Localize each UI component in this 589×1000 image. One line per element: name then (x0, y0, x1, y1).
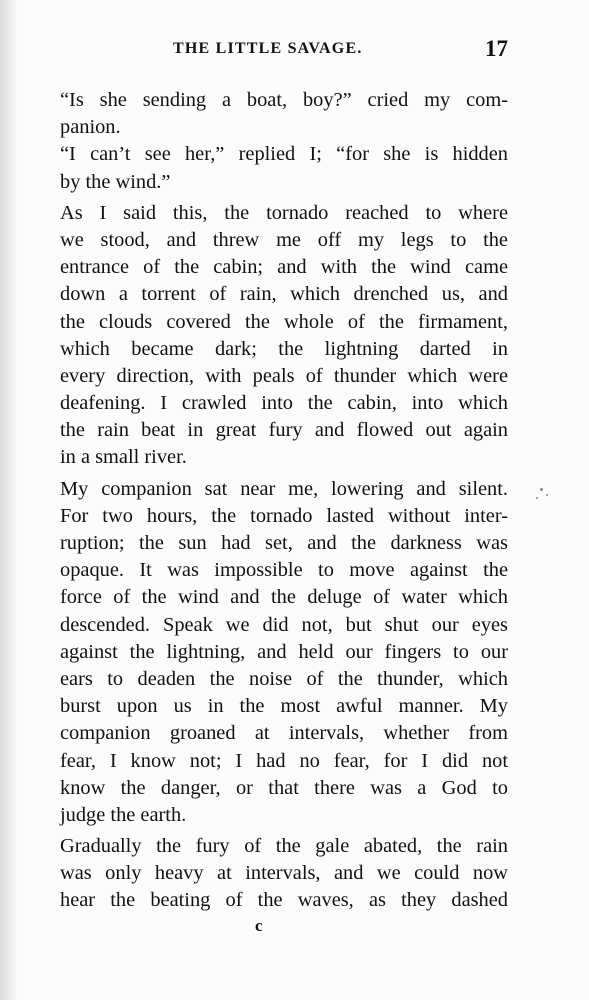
text-line: force of the wind and the deluge of water which (60, 586, 508, 609)
text-line: we stood, and threw me off my legs to the (60, 228, 508, 251)
running-head: THE LITTLE SAVAGE. (173, 40, 363, 57)
text-line: hear the beating of the waves, as they dashed (60, 889, 508, 912)
text-line: by the wind.” (60, 170, 171, 193)
text-line: judge the earth. (60, 803, 187, 826)
paper-speck (546, 494, 548, 496)
paragraph (60, 833, 508, 915)
text-line: My companion sat near me, lowering and silent. (60, 477, 508, 500)
text-line: the rain beat in great fury and flowed out again (60, 419, 508, 442)
text-line: entrance of the cabin; and with the wind came (60, 256, 508, 279)
text-line: As I said this, the tornado reached to where (60, 201, 508, 224)
text-line: “I can’t see her,” replied I; “for she is hidden (60, 143, 508, 166)
text-line: “Is she sending a boat, boy?” cried my com- (60, 89, 508, 111)
paragraph (60, 200, 508, 472)
text-line: in a small river. (60, 446, 187, 469)
body-text (60, 87, 508, 915)
paragraph (60, 141, 508, 195)
text-line: panion. (60, 116, 121, 139)
text-line: opaque. It was impossible to move against the (60, 559, 508, 582)
text-line: know the danger, or that there was a God to (60, 776, 508, 799)
page-number: 17 (485, 36, 508, 61)
paper-speck (540, 488, 543, 491)
text-line: was only heavy at intervals, and we could now (60, 862, 508, 885)
text-line: the clouds covered the whole of the firmament, (60, 310, 508, 333)
text-line: burst upon us in the most awful manner. My (60, 695, 508, 718)
signature-mark: c (255, 916, 263, 935)
text-line: every direction, with peals of thunder which were (60, 364, 508, 387)
text-line: which became dark; the lightning darted in (60, 337, 508, 360)
text-line: down a torrent of rain, which drenched us, and (60, 283, 508, 306)
text-line: fear, I know not; I had no fear, for I did not (60, 749, 508, 772)
text-line: Gradually the fury of the gale abated, the rain (60, 835, 508, 858)
text-line: against the lightning, and held our fingers to our (60, 640, 508, 663)
text-line: ruption; the sun had set, and the darkness was (60, 532, 508, 554)
page-header (60, 36, 508, 66)
text-line: For two hours, the tornado lasted without inter- (60, 504, 508, 527)
text-line: ears to deaden the noise of the thunder, which (60, 667, 508, 690)
paragraph (60, 476, 508, 829)
page-gutter-shadow (0, 0, 18, 1000)
text-line: companion groaned at intervals, whether from (60, 722, 508, 745)
paper-speck (536, 497, 538, 499)
paragraph (60, 87, 508, 141)
text-line: descended. Speak we did not, but shut our eyes (60, 613, 508, 636)
text-line: deafening. I crawled into the cabin, into which (60, 392, 508, 415)
